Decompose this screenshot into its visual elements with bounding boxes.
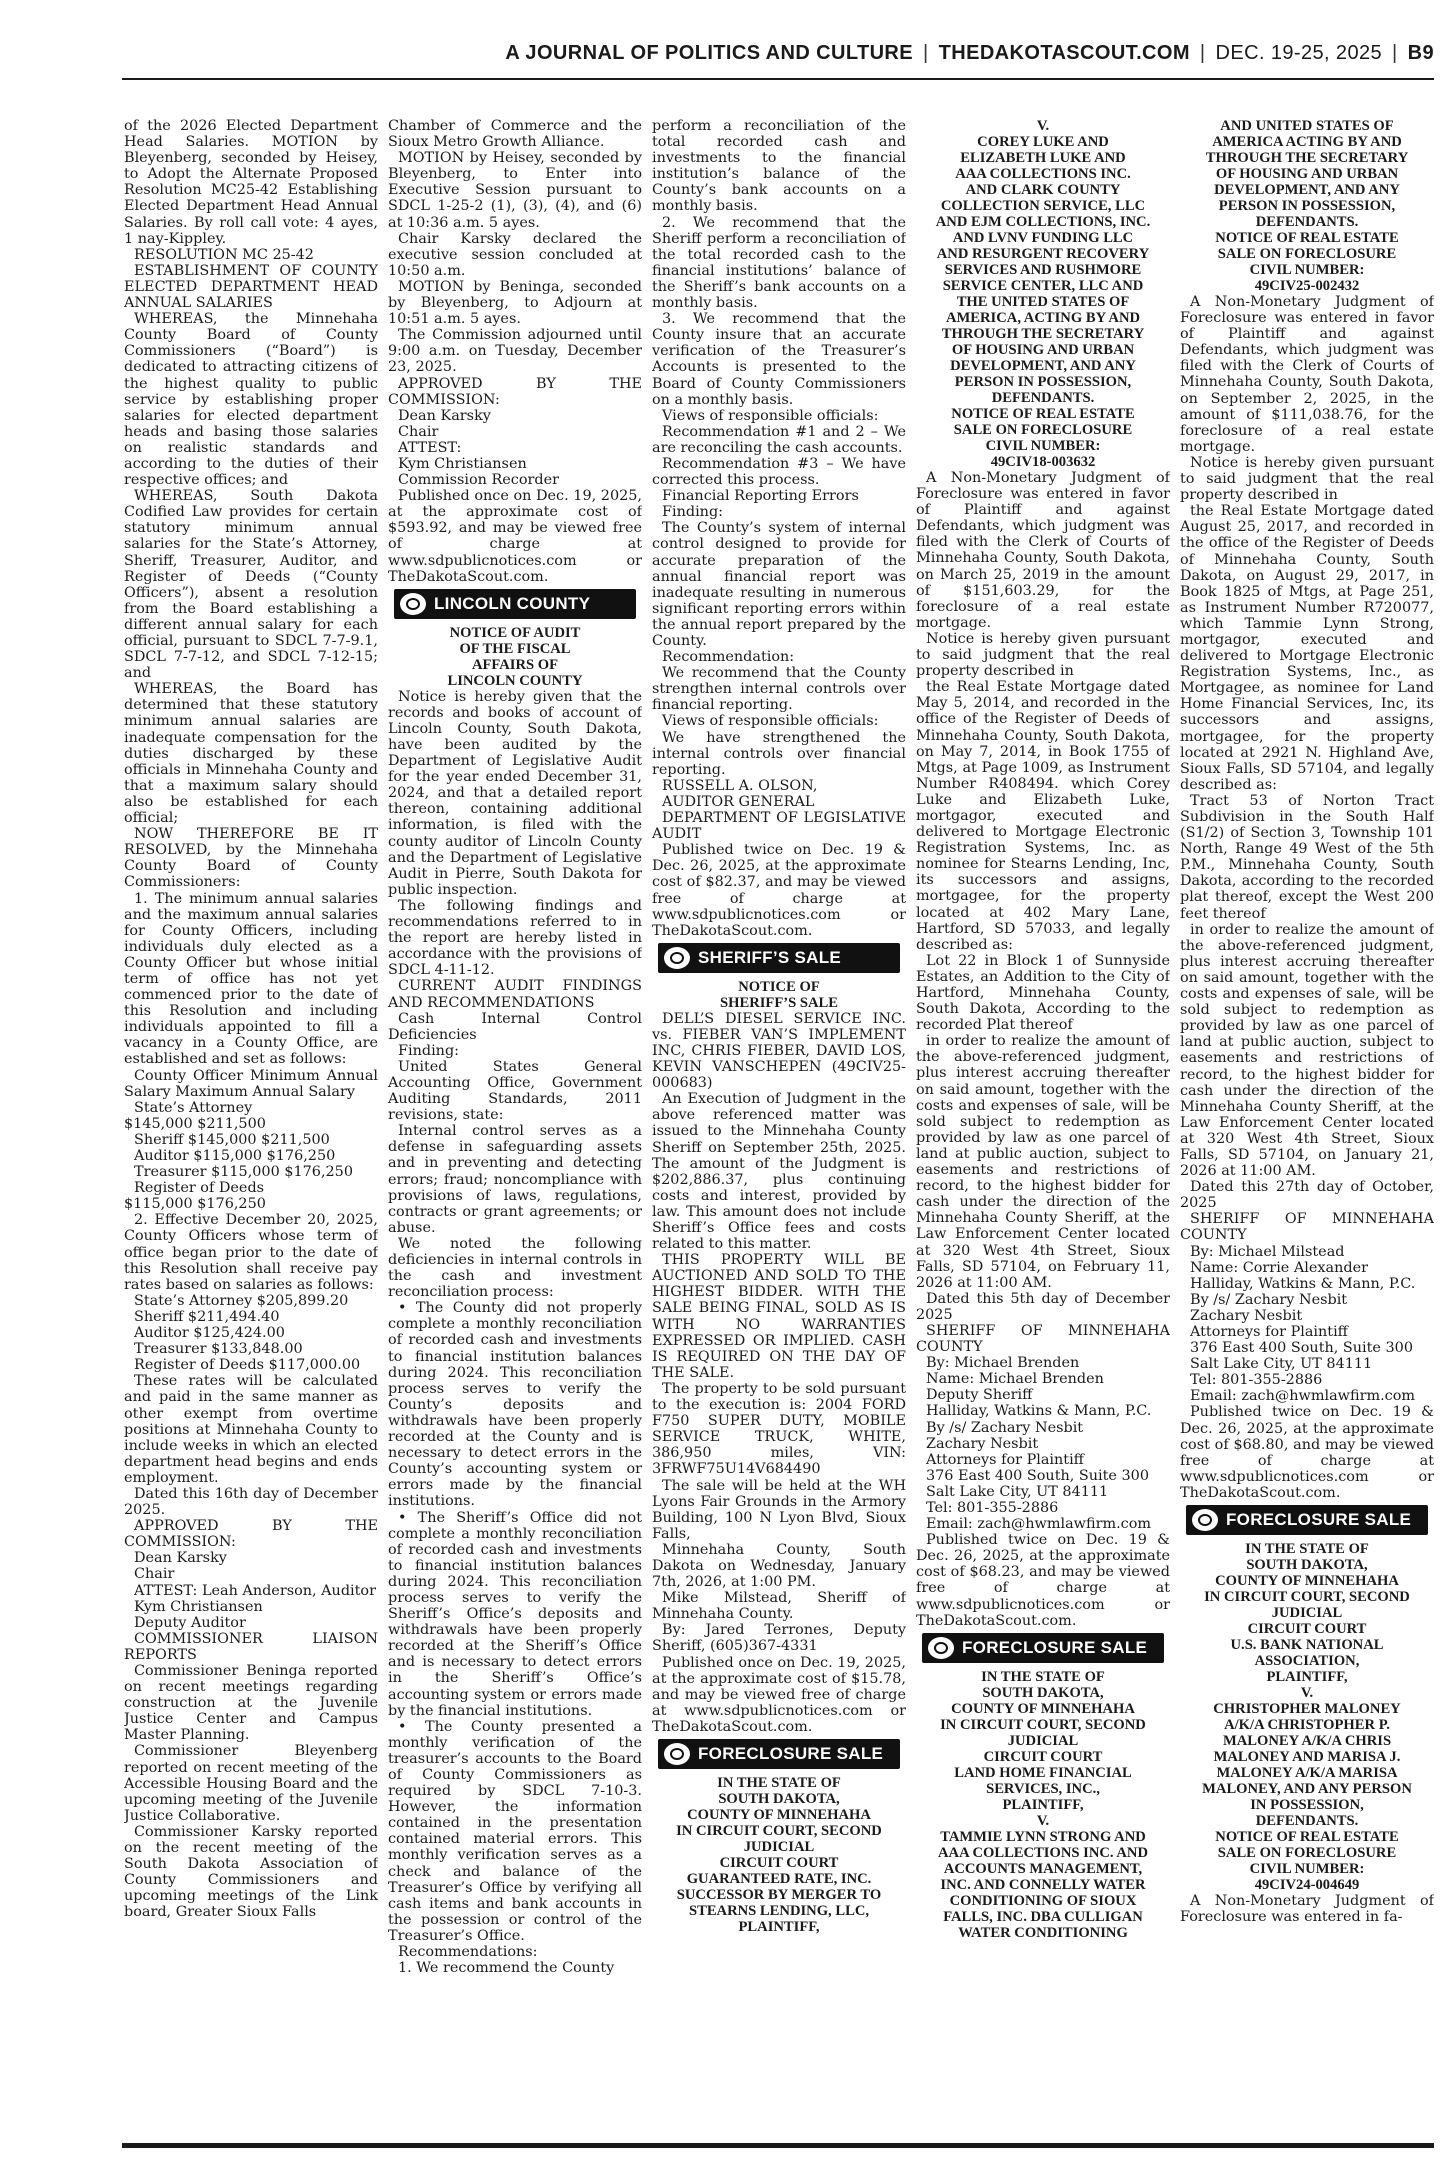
notice-paragraph: Dean Karsky (134, 1550, 227, 1567)
notice-paragraph: $145,000 $211,500 (124, 1115, 266, 1132)
notice-paragraph: ATTEST: (398, 439, 462, 456)
notice-paragraph: Chair (134, 1566, 175, 1583)
notice-heading-line: SALE ON FORECLOSURE (1217, 1845, 1397, 1862)
notice-paragraph: County Officer Minimum Annual Salary Maximum Annual Salary (124, 1067, 378, 1100)
notice-paragraph: State’s Attorney $205,899.20 (134, 1292, 349, 1309)
section-banner-label: FORECLOSURE SALE (962, 1637, 1148, 1657)
notice-heading-line: THE UNITED STATES OF (956, 294, 1130, 310)
notice-paragraph: Tel: 801-355-2886 (1190, 1372, 1323, 1389)
notice-paragraph: Recommendations: (398, 1944, 538, 1961)
notice-paragraph: A Non-Monetary Judgment of Foreclosure was entered in fa- (1180, 1893, 1434, 1926)
notice-heading-line: CHRISTOPHER MALONEY (1213, 1701, 1401, 1718)
notice-heading-line: SERVICE CENTER, LLC AND (942, 278, 1144, 294)
notice-paragraph: Tel: 801-355-2886 (926, 1500, 1059, 1516)
notice-paragraph: Minnehaha County, South Dakota on Wednesday, January 7th, 2026, at 1:00 PM. (652, 1541, 906, 1591)
section-banner (658, 943, 900, 973)
notice-paragraph: Sheriff $145,000 $211,500 (134, 1131, 330, 1148)
notice-paragraph: 2. Effective December 20, 2025, County Officers whose term of office began prior to the date of this Resolution shall receive pay rates based on salaries as follows: (124, 1212, 378, 1293)
notice-paragraph: • The County did not properly complete a monthly reconciliation of recorded cash and investments to financial institution balances during 2024. This reconciliation process serves to verify the County’s deposits and withdrawals have been properly recorded at the County and is necessary to detect errors in the County’s accounting system or errors made by the financial institutions. (388, 1300, 642, 1510)
notice-paragraph: Notice is hereby given pursuant to said judgment that the real property described in (1180, 454, 1434, 504)
notice-heading-line: MALONEY A/K/A CHRIS (1222, 1733, 1392, 1750)
notice-paragraph: The County’s system of internal control designed to provide for accurate preparation of the annual financial report was inadequate resulting in numerous significant reporting errors within the annual report prepared by the County. (652, 520, 906, 649)
notice-paragraph: 376 East 400 South, Suite 300 (1190, 1340, 1413, 1357)
notice-heading-line: COUNTY OF MINNEHAHA (1215, 1573, 1399, 1590)
notice-heading-line: CONDITIONING OF SIOUX (949, 1892, 1137, 1909)
section-banner (1186, 1505, 1428, 1535)
notice-paragraph: the Real Estate Mortgage dated August 25, 2017, and recorded in the office of the Register of Deeds of Minnehaha County, South Dakota, on August 29, 2017, in Book 1825 of Mtgs, at Page 251, as Instrument Number R720077, which Tammie Lynn Strong, mortgagor, executed and delivered to Mortgage Electronic Registration Systems, Inc., as Mortgagee, as nominee for Land Home Financial Services, Inc, its successors and assigns, mortgagee, for the property located at 2921 N. Highland Ave, Sioux Falls, SD 57104, and legally described as: (1180, 503, 1434, 793)
notice-paragraph: Dated this 16th day of December 2025. (124, 1485, 378, 1519)
section-banner-label: FORECLOSURE SALE (698, 1744, 884, 1763)
notice-heading-line: 49CIV24-004649 (1254, 1877, 1360, 1894)
notice-heading-line: THROUGH THE SECRETARY (941, 326, 1145, 342)
notice-heading-line: 49CIV25-002432 (1254, 278, 1360, 294)
notice-columns (124, 118, 1434, 2138)
notice-heading-line: THROUGH THE SECRETARY (1205, 150, 1409, 166)
notice-heading-line: NOTICE OF REAL ESTATE (1215, 230, 1399, 246)
notice-heading-line: IN THE STATE OF (717, 1775, 841, 1791)
notice-heading-line: GUARANTEED RATE, INC. (686, 1871, 872, 1887)
notice-paragraph: Register of Deeds (134, 1180, 265, 1197)
notice-heading-line: CIRCUIT COURT (983, 1748, 1103, 1765)
notice-heading-line: SERVICES AND RUSHMORE (944, 262, 1142, 278)
notice-heading-line: CIVIL NUMBER: (985, 438, 1101, 454)
notice-paragraph: An Execution of Judgment in the above referenced matter was issued to the Minnehaha County Sheriff on September 25th, 2025. The amount of the Judgment is $202,886.37, plus continuing costs and interest, provided by law. This amount does not include Sheriff’s Office fees and costs related to this matter. (652, 1091, 906, 1253)
scout-seal-icon (664, 1743, 690, 1765)
notice-paragraph: Zachary Nesbit (1190, 1307, 1303, 1324)
notice-paragraph: AUDITOR GENERAL (662, 793, 815, 810)
notice-paragraph: of the 2026 Elected Department Head Salaries. MOTION by Bleyenberg, seconded by Heisey, to Adopt the Alternate Proposed Resolution MC25-42 Establishing Elected Department Head Annual Salaries. By roll call vote: 4 ayes, 1 nay-Kippley. (124, 118, 378, 247)
notice-heading-line: COUNTY OF MINNEHAHA (951, 1700, 1135, 1717)
notice-paragraph: WHEREAS, the Minnehaha County Board of County Commissioners (“Board”) is dedicated to attracting citizens of the highest quality to public service by establishing proper salaries for elected department heads and basing those salaries on realistic standards and according to the duties of their respective offices; and (124, 311, 378, 489)
notice-paragraph: COMMISSIONER LIAISON REPORTS (124, 1630, 378, 1663)
section-banner (922, 1633, 1164, 1663)
notice-paragraph: Commissioner Beninga reported on recent meetings regarding construction at the Juvenile Justice Center and Campus Master Planning. (124, 1663, 378, 1744)
notice-heading-line: PERSON IN POSSESSION, (954, 374, 1132, 390)
notice-paragraph: Salt Lake City, UT 84111 (926, 1483, 1109, 1500)
notice-paragraph: WHEREAS, the Board has determined that these statutory minimum annual salaries are inadequate compensation for the duties discharged by these officials in Minnehaha County and that a maximum salary should also be established for each official; (124, 681, 378, 827)
notice-heading-line: CIRCUIT COURT (1247, 1621, 1367, 1638)
notice-paragraph: Financial Reporting Errors (662, 488, 859, 505)
notice-paragraph: Email: zach@hwmlawfirm.com (1190, 1388, 1416, 1405)
notice-paragraph: Email: zach@hwmlawfirm.com (926, 1516, 1152, 1533)
notice-heading-line: COREY LUKE AND (977, 134, 1109, 150)
notice-heading-line: SALE ON FORECLOSURE (953, 422, 1133, 438)
notice-paragraph: Internal control serves as a defense in safeguarding assets and in preventing and detecting errors; fraud; noncompliance with provisions of laws, regulations, contracts or grant agreements; or abuse. (388, 1123, 642, 1236)
notice-paragraph: perform a reconciliation of the total recorded cash and investments to the financial institution’s balance of the County’s bank accounts on a monthly basis. (652, 118, 906, 215)
notice-heading-line: AAA COLLECTIONS INC. (955, 166, 1131, 182)
notice-paragraph: Views of responsible officials: (662, 407, 879, 424)
notice-heading-line: IN THE STATE OF (1245, 1541, 1369, 1558)
notice-heading-line: SOUTH DAKOTA, (982, 1684, 1104, 1701)
issue-dates: DEC. 19-25, 2025 (1215, 42, 1383, 64)
notice-heading-line: SHERIFF’S SALE (720, 994, 838, 1011)
notice-paragraph: Attorneys for Plaintiff (926, 1451, 1084, 1468)
notice-paragraph: Chair Karsky declared the executive session concluded at 10:50 a.m. (388, 230, 642, 279)
notice-heading-line: AMERICA ACTING BY AND (1212, 134, 1402, 150)
notice-heading-line: V. (1036, 1812, 1050, 1829)
notice-heading-line: OF HOUSING AND URBAN (1215, 166, 1399, 182)
site-url: THEDAKOTASCOUT.COM (938, 42, 1190, 64)
section-banner (658, 1739, 900, 1769)
notice-heading-line: ACCOUNTS MANAGEMENT, (943, 1860, 1143, 1877)
notice-heading-line: NOTICE OF REAL ESTATE (1215, 1829, 1399, 1846)
notice-heading-line: NOTICE OF REAL ESTATE (951, 406, 1135, 422)
notice-paragraph: We recommend that the County strengthen internal controls over financial reporting. (652, 665, 906, 714)
notice-paragraph: Dated this 27th day of October, 2025 (1180, 1179, 1434, 1212)
notice-heading-line: PLAINTIFF, (1002, 1796, 1084, 1813)
notice-paragraph: 2. We recommend that the Sheriff perform a reconciliation of the total recorded cash to the financial institutions’ balance of the Sheriff’s bank accounts on a monthly basis. (652, 214, 906, 312)
notice-paragraph: By: Michael Milstead (1190, 1243, 1345, 1260)
notice-heading-line: OF THE FISCAL (459, 640, 571, 657)
notice-heading-line: COUNTY OF MINNEHAHA (687, 1807, 871, 1823)
notice-paragraph: DELL’S DIESEL SERVICE INC. vs. FIEBER VAN’S IMPLEMENT INC, CHRIS FIEBER, DAVID LOS, KEVIN VANSCHEPEN (49CIV25-000683) (652, 1010, 906, 1092)
notice-paragraph: Lot 22 in Block 1 of Sunnyside Estates, an Addition to the City of Hartford, Minnehaha County, South Dakota, According to the recorded Plat thereof (916, 952, 1170, 1034)
column-5 (1180, 118, 1434, 2138)
notice-heading-line: IN CIRCUIT COURT, SECOND (1204, 1589, 1410, 1606)
notice-heading-line: IN POSSESSION, (1250, 1797, 1364, 1814)
notice-paragraph: Commission Recorder (398, 472, 560, 489)
notice-heading-line: AAA COLLECTIONS INC. AND (937, 1844, 1149, 1861)
notice-paragraph: Finding: (398, 1042, 459, 1059)
notice-paragraph: Name: Corrie Alexander (1190, 1259, 1368, 1276)
notice-paragraph: State’s Attorney (134, 1099, 253, 1116)
notice-paragraph: Treasurer $115,000 $176,250 (134, 1164, 353, 1181)
notice-paragraph: CURRENT AUDIT FINDINGS AND RECOMMENDATIONS (388, 978, 642, 1011)
notice-paragraph: NOW THEREFORE BE IT RESOLVED, by the Minnehaha County Board of County Commissioners: (124, 826, 378, 891)
notice-heading-line: SOUTH DAKOTA, (718, 1791, 840, 1807)
notice-paragraph: A Non-Monetary Judgment of Foreclosure was entered in favor of Plaintiff and against Defendants, which judgment was filed with the Clerk of Courts of Minnehaha County, South Dakota, on September 2, 2025, in the amount of $111,038.76, for the foreclosure of a real estate mortgage. (1180, 294, 1434, 455)
footer-rule (122, 2143, 1434, 2148)
notice-paragraph: the Real Estate Mortgage dated May 5, 2014, and recorded in the office of the Register of Deeds of Minnehaha County, South Dakota, on May 7, 2014, in Book 1755 of Mtgs, at Page 1009, as Instrument Number R408494. which Corey Luke and Elizabeth Luke, mortgagor, executed and delivered to Mortgage Electronic Registration Systems, Inc. as nominee for Stearns Lending, Inc, its successors and assigns, mortgagee, for the property located at 402 Mary Lane, Hartford, SD 57033, and legally described as: (916, 679, 1170, 953)
notice-heading-line: LAND HOME FINANCIAL (954, 1764, 1132, 1781)
scout-seal-icon (400, 593, 426, 615)
section-banner-label: FORECLOSURE SALE (1226, 1510, 1412, 1530)
notice-paragraph: We have strengthened the internal controls over financial reporting. (652, 729, 906, 778)
notice-paragraph: MOTION by Heisey, seconded by Bleyenberg, to Enter into Executive Session pursuant to SDCL 1-25-2 (1), (3), (4), and (6) at 10:36 a.m. 5 ayes. (388, 150, 642, 231)
column-1 (124, 118, 378, 2138)
notice-paragraph: ESTABLISHMENT OF COUNTY ELECTED DEPARTMENT HEAD ANNUAL SALARIES (124, 262, 378, 312)
notice-paragraph: WHEREAS, South Dakota Codified Law provides for certain statutory minimum annual salaries for the State’s Attorney, Sheriff, Treasurer, Auditor, and Register of Deeds (“County Officers”), absent a resolution from the Board establishing a different annual salary for each official, pursuant to SDCL 7-7-9.1, SDCL 7-7-12, and SDCL 7-12-15; and (124, 488, 378, 682)
notice-heading-line: ELIZABETH LUKE AND (960, 150, 1126, 166)
notice-paragraph: APPROVED BY THE COMMISSION: (124, 1518, 378, 1551)
notice-paragraph: Kym Christiansen (398, 455, 527, 472)
notice-heading-line: 49CIV18-003632 (990, 454, 1096, 470)
notice-paragraph: ATTEST: Leah Anderson, Auditor (134, 1582, 376, 1599)
notice-paragraph: Treasurer $133,848.00 (134, 1341, 303, 1358)
notice-paragraph: 376 East 400 South, Suite 300 (926, 1467, 1149, 1484)
notice-heading-line: IN CIRCUIT COURT, SECOND (940, 1716, 1146, 1733)
notice-heading-line: MALONEY A/K/A MARISA (1216, 1765, 1398, 1782)
notice-paragraph: THIS PROPERTY WILL BE AUCTIONED AND SOLD TO THE HIGHEST BIDDER. WITH THE SALE BEING FINAL, SOLD AS IS WITH NO WARRANTIES EXPRESSED OR IMPLIED. CASH IS REQUIRED ON THE DAY OF THE SALE. (652, 1252, 906, 1381)
notice-heading-line: A/K/A CHRISTOPHER P. (1224, 1717, 1390, 1734)
notice-paragraph: Halliday, Watkins & Mann, P.C. (926, 1403, 1152, 1420)
column-2 (388, 118, 642, 2138)
page-header (0, 42, 1456, 78)
notice-heading-line: DEFENDANTS. (1255, 214, 1359, 230)
notice-paragraph: Dean Karsky (398, 407, 491, 424)
notice-paragraph: Dated this 5th day of December 2025 (916, 1290, 1170, 1323)
notice-heading-line: SOUTH DAKOTA, (1246, 1557, 1368, 1574)
notice-paragraph: Kym Christiansen (134, 1598, 263, 1615)
notice-heading-line: IN THE STATE OF (981, 1668, 1105, 1685)
notice-paragraph: Auditor $125,424.00 (134, 1325, 285, 1342)
notice-heading-line: MALONEY, AND ANY PERSON (1202, 1781, 1412, 1798)
notice-heading-line: AND UNITED STATES OF (1220, 118, 1394, 134)
notice-paragraph: • The County presented a monthly verification of the treasurer’s accounts to the Board of County Commissioners as required by SDCL 7-10-3. However, the information contained in the presentation contained material errors. This monthly verification serves as a check and balance of the Treasurer’s Office by verifying all cash items and bank accounts in the possession or control of the Treasurer’s Office. (388, 1718, 642, 1944)
notice-paragraph: Published twice on Dec. 19 & Dec. 26, 2025, at the approximate cost of $82.37, and may be viewed free of charge at www.sdpublicnotices.com or TheDakotaScout.com. (652, 842, 906, 939)
notice-paragraph: Attorneys for Plaintiff (1190, 1324, 1348, 1340)
notice-paragraph: By: Michael Brenden (926, 1355, 1080, 1372)
notice-heading-line: NOTICE OF AUDIT (449, 624, 581, 641)
notice-heading-line: AND RESURGENT RECOVERY (936, 246, 1150, 262)
notice-paragraph: RUSSELL A. OLSON, (662, 777, 818, 794)
notice-heading-line: DEFENDANTS. (1255, 1813, 1359, 1830)
notice-heading-line: JUDICIAL (743, 1839, 815, 1855)
notice-paragraph: By /s/ Zachary Nesbit (926, 1419, 1084, 1436)
notice-paragraph: Published once on Dec. 19, 2025, at the approximate cost of $15.78, and may be viewed free of charge at www.sdpublicnotices.com or TheDakotaScout.com. (652, 1654, 906, 1735)
notice-paragraph: The following findings and recommendations referred to in the report are hereby listed in accordance with the provisions of SDCL 4-11-12. (388, 897, 642, 979)
notice-paragraph: 1. The minimum annual salaries and the maximum annual salaries for County Officers, including individuals duly elected as a County Officer but whose initial term of office has not yet commenced prior to the date of this Resolution and including individuals appointed to fill a vacancy in a County Office, are established and set as follows: (124, 890, 378, 1068)
notice-paragraph: The property to be sold pursuant to the execution is: 2004 FORD F750 SUPER DUTY, MOBILE SERVICE TRUCK, WHITE, 386,950 miles, VIN: 3FRWF75U14V684490 (652, 1380, 906, 1478)
notice-paragraph: Published twice on Dec. 19 & Dec. 26, 2025, at the approximate cost of $68.23, and may be viewed free of charge at www.sdpublicnotices.com or TheDakotaScout.com. (916, 1532, 1170, 1629)
notice-paragraph: By: Jared Terrones, Deputy Sheriff, (605)367-4331 (652, 1622, 906, 1655)
notice-heading-line: SALE ON FORECLOSURE (1217, 246, 1397, 262)
notice-heading-line: FALLS, INC. DBA CULLIGAN (943, 1908, 1143, 1925)
notice-paragraph: $115,000 $176,250 (124, 1196, 266, 1213)
notice-paragraph: The sale will be held at the WH Lyons Fair Grounds in the Armory Building, 100 N Lyon Blvd, Sioux Falls, (652, 1477, 906, 1542)
notice-paragraph: Recommendation #3 – We have corrected this process. (652, 455, 906, 489)
notice-paragraph: Salt Lake City, UT 84111 (1190, 1356, 1373, 1373)
notice-heading-line: AMERICA, ACTING BY AND (945, 310, 1141, 326)
notice-heading-line: AND EJM COLLECTIONS, INC. (935, 214, 1151, 230)
notice-paragraph: Views of responsible officials: (662, 713, 879, 730)
notice-heading-line: NOTICE OF (738, 978, 820, 995)
notice-heading-line: CIVIL NUMBER: (1249, 1861, 1365, 1878)
notice-paragraph: SHERIFF OF MINNEHAHA COUNTY (1180, 1211, 1434, 1244)
scout-seal-icon (928, 1637, 954, 1659)
notice-paragraph: These rates will be calculated and paid in the same manner as other exempt from overtime positions at Minnehaha County to include weeks in which an elected department head begins and ends employment. (124, 1373, 378, 1486)
notice-paragraph: Zachary Nesbit (926, 1435, 1039, 1452)
notice-heading-line: DEVELOPMENT, AND ANY (1214, 182, 1400, 198)
notice-heading-line: WATER CONDITIONING (958, 1924, 1128, 1941)
section-banner-label: LINCOLN COUNTY (434, 593, 591, 613)
notice-paragraph: Deputy Auditor (134, 1614, 246, 1631)
notice-paragraph: Published twice on Dec. 19 & Dec. 26, 2025, at the approximate cost of $68.80, and may be viewed free of charge at www.sdpublicnotices.com or TheDakotaScout.com. (1180, 1404, 1434, 1501)
notice-paragraph: A Non-Monetary Judgment of Foreclosure was entered in favor of Plaintiff and against Defendants, which judgment was filed with the Clerk of Courts of Minnehaha County, South Dakota, on March 25, 2019 in the amount of $151,603.29, for the foreclosure of a real estate mortgage. (916, 470, 1170, 631)
section-banner-label: SHERIFF’S SALE (698, 947, 842, 967)
notice-heading-line: AND LVNV FUNDING LLC (952, 230, 1134, 246)
notice-heading-line: COLLECTION SERVICE, LLC (940, 198, 1146, 214)
notice-heading-line: DEFENDANTS. (991, 390, 1095, 406)
notice-heading-line: MALONEY AND MARISA J. (1213, 1749, 1401, 1766)
notice-paragraph: Chair (398, 423, 439, 440)
notice-heading-line: DEVELOPMENT, AND ANY (950, 358, 1136, 374)
notice-paragraph: in order to realize the amount of the above-referenced judgment, plus interest accruing thereafter on said amount, together with the costs and expenses of sale, will be sold subject to redemption as provided by law as one parcel of land at public auction, subject to easements and restrictions of record, to the highest bidder for cash under the direction of the Minnehaha County Sheriff, at the Law Enforcement Center located at 320 West 4th Street, Sioux Falls, SD 57104, on February 11, 2026 at 11:00 AM. (916, 1033, 1170, 1291)
notice-paragraph: Commissioner Bleyenberg reported on recent meeting of the Accessible Housing Board and the upcoming meeting of the Juvenile Justice Collaborative. (124, 1743, 378, 1824)
notice-paragraph: Notice is hereby given pursuant to said judgment that the real property described in (916, 630, 1170, 680)
notice-paragraph: Name: Michael Brenden (926, 1371, 1104, 1388)
scout-seal-icon (1192, 1509, 1218, 1531)
header-line: A JOURNAL OF POLITICS AND CULTURE | THEDAKOTASCOUT.COM | DEC. 19-25, 2025 | B9 (505, 42, 1434, 64)
notice-paragraph: Chamber of Commerce and the Sioux Metro Growth Alliance. (388, 118, 642, 151)
column-4 (916, 118, 1170, 2138)
notice-paragraph: Commissioner Karsky reported on the recent meeting of the South Dakota Association of County Commissioners and upcoming meetings of the Link board, Greater Sioux Falls (124, 1823, 378, 1921)
notice-paragraph: Mike Milstead, Sheriff of Minnehaha County. (652, 1590, 906, 1623)
header-rule (122, 78, 1434, 80)
notice-heading-line: U.S. BANK NATIONAL (1230, 1637, 1384, 1654)
notice-paragraph: The Commission adjourned until 9:00 a.m. on Tuesday, December 23, 2025. (388, 327, 642, 376)
notice-paragraph: DEPARTMENT OF LEGISLATIVE AUDIT (652, 810, 906, 843)
notice-heading-line: OF HOUSING AND URBAN (951, 342, 1135, 358)
notice-heading-line: JUDICIAL (1007, 1732, 1079, 1749)
notice-paragraph: Finding: (662, 504, 723, 521)
notice-heading-line: IN CIRCUIT COURT, SECOND (676, 1823, 882, 1839)
scout-seal-icon (664, 947, 690, 969)
notice-heading-line: STEARNS LENDING, LLC, (688, 1903, 870, 1919)
notice-paragraph: Cash Internal Control Deficiencies (388, 1010, 642, 1043)
section-banner (394, 589, 636, 619)
notice-paragraph: Register of Deeds $117,000.00 (134, 1357, 361, 1374)
notice-heading-line: JUDICIAL (1271, 1605, 1343, 1622)
notice-paragraph: We noted the following deficiencies in internal controls in the cash and investment reconciliation process: (388, 1235, 642, 1301)
notice-paragraph: SHERIFF OF MINNEHAHA COUNTY (916, 1322, 1170, 1356)
notice-heading-line: PLAINTIFF, (1266, 1669, 1348, 1686)
notice-paragraph: Published once on Dec. 19, 2025, at the approximate cost of $593.92, and may be viewed free of charge at www.sdpublicnotices.com or TheDakotaScout.com. (388, 488, 642, 585)
notice-paragraph: Deputy Sheriff (926, 1387, 1033, 1404)
notice-heading-line: V. (1036, 118, 1050, 134)
notice-heading-line: PERSON IN POSSESSION, (1218, 198, 1396, 214)
column-3 (652, 118, 906, 2138)
notice-paragraph: in order to realize the amount of the above-referenced judgment, plus interest accruing thereafter on said amount, together with the costs and expenses of sale, will be sold subject to redemption as provided by law as one parcel of land at public auction, subject to easements and restrictions of record, to the highest bidder for cash under the direction of the Minnehaha County Sheriff, at the Law Enforcement Center located at 320 West 4th Street, Sioux Falls, SD 57104, on January 21, 2026 at 11:00 AM. (1180, 921, 1434, 1180)
notice-paragraph: • The Sheriff’s Office did not complete a monthly reconciliation of recorded cash and investments to financial institution balances during 2024. This reconciliation process serves to verify the Sheriff’s Office’s deposits and withdrawals have been properly recorded at the Sheriff’s Office and is necessary to detect errors in the Sheriff’s Office’s accounting system or errors made by the financial institutions. (388, 1509, 642, 1719)
notice-heading-line: SERVICES, INC., (986, 1780, 1100, 1797)
notice-heading-line: AFFAIRS OF (471, 656, 559, 673)
notice-paragraph: MOTION by Beninga, seconded by Bleyenberg, to Adjourn at 10:51 a.m. 5 ayes. (388, 278, 642, 328)
notice-paragraph: Notice is hereby given that the records and books of account of Lincoln County, South Dakota, have been audited by the Department of Legislative Audit for the year ended December 31, 2024, and that a detailed report thereon, containing additional information, is filed with the county auditor of Lincoln County and the Department of Legislative Audit in Pierre, South Dakota for public inspection. (388, 688, 642, 898)
notice-paragraph: Tract 53 of Norton Tract Subdivision in the South Half (S1/2) of Section 3, Township 101 North, Range 49 West of the 5th P.M., Minnehaha County, South Dakota, according to the recorded plat thereof, except the West 200 feet thereof (1180, 792, 1434, 922)
notice-paragraph: 1. We recommend the County (398, 1960, 615, 1977)
notice-heading-line: CIVIL NUMBER: (1249, 262, 1365, 278)
notice-heading-line: ASSOCIATION, (1254, 1653, 1360, 1670)
notice-paragraph: 3. We recommend that the County insure that an accurate verification of the Treasurer’s Accounts is presented to the Board of County Commissioners on a monthly basis. (652, 311, 906, 408)
notice-heading-line: INC. AND CONNELLY WATER (940, 1876, 1146, 1893)
notice-paragraph: Halliday, Watkins & Mann, P.C. (1190, 1275, 1416, 1292)
notice-heading-line: SUCCESSOR BY MERGER TO (676, 1887, 882, 1903)
notice-paragraph: APPROVED BY THE COMMISSION: (388, 375, 642, 408)
notice-paragraph: RESOLUTION MC 25-42 (134, 246, 314, 263)
journal-tagline: A JOURNAL OF POLITICS AND CULTURE (505, 42, 914, 64)
notice-heading-line: AND CLARK COUNTY (965, 182, 1121, 198)
notice-paragraph: Auditor $115,000 $176,250 (134, 1148, 336, 1164)
notice-paragraph: Sheriff $211,494.40 (134, 1308, 280, 1325)
notice-paragraph: United States General Accounting Office, Government Auditing Standards, 2011 revisions, state: (388, 1058, 642, 1124)
notice-paragraph: By /s/ Zachary Nesbit (1190, 1291, 1348, 1308)
notice-heading-line: V. (1300, 1685, 1314, 1702)
notice-heading-line: CIRCUIT COURT (719, 1855, 839, 1871)
notice-paragraph: Recommendation #1 and 2 – We are reconciling the cash accounts. (652, 423, 906, 456)
notice-heading-line: TAMMIE LYNN STRONG AND (940, 1828, 1146, 1845)
page-number: B9 (1407, 42, 1434, 64)
notice-paragraph: Recommendation: (662, 649, 795, 666)
notice-heading-line: PLAINTIFF, (738, 1919, 820, 1935)
notice-heading-line: LINCOLN COUNTY (447, 672, 583, 689)
